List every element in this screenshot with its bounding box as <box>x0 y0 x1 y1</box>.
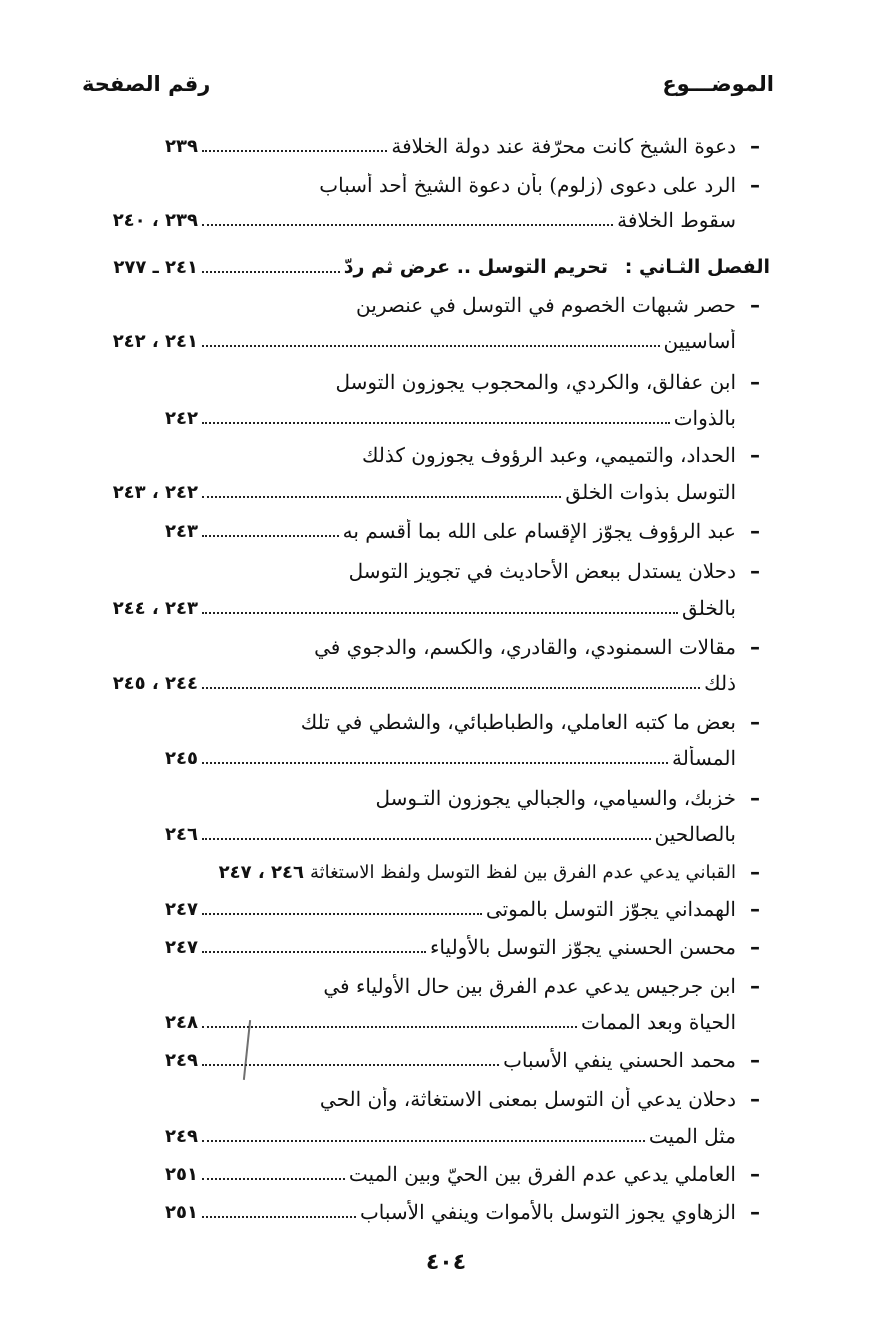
dot-leader <box>202 496 561 498</box>
entry-text: الحياة وبعد الممات <box>581 1010 736 1034</box>
toc-entry[interactable] <box>80 363 774 401</box>
chapter-heading-entry[interactable] <box>80 248 770 286</box>
dot-leader <box>202 687 700 689</box>
toc-entry[interactable] <box>80 853 774 891</box>
entry-page-number: ٢٤٣ <box>165 520 198 542</box>
bullet: – <box>750 173 760 197</box>
entry-text: محسن الحسني يجوّز التوسل بالأولياء <box>430 935 736 959</box>
bullet: – <box>750 710 760 734</box>
chapter-label: الفصل الثـاني : <box>624 256 770 278</box>
entry-page-number: ٢٤٩ <box>165 1049 198 1071</box>
toc-entry-continuation[interactable] <box>80 322 774 360</box>
entry-text: بعض ما كتبه العاملي، والطباطبائي، والشطي في تلك <box>300 710 736 734</box>
toc-entry[interactable] <box>80 552 774 590</box>
page-number-footer: ٤٠٤ <box>425 1250 467 1275</box>
dot-leader <box>202 1140 645 1142</box>
toc-entry[interactable] <box>80 1155 774 1193</box>
entry-text: الحداد، والتميمي، وعبد الرؤوف يجوزون كذلك <box>361 443 736 467</box>
bullet: – <box>750 860 760 884</box>
entry-page-number: ٢٤٢ ، ٢٤٣ <box>112 481 198 503</box>
dot-leader <box>202 1178 345 1180</box>
entry-text: مثل الميت <box>648 1124 736 1148</box>
entry-page-number: ٢٣٩ <box>165 135 198 157</box>
entry-text: العاملي يدعي عدم الفرق بين الحيّ وبين الميت <box>348 1162 736 1186</box>
entry-page-number: ٢٤٥ <box>165 747 198 769</box>
toc-entry[interactable] <box>80 512 774 550</box>
toc-entry[interactable] <box>80 928 774 966</box>
toc-entry[interactable] <box>80 1193 774 1231</box>
entry-text: محمد الحسني ينفي الأسباب <box>503 1048 736 1072</box>
entry-text: القباني يدعي عدم الفرق بين لفظ التوسل ولفظ الاستغاثة <box>309 861 736 883</box>
entry-text: بالذوات <box>673 406 736 430</box>
toc-entry-continuation[interactable] <box>80 664 774 702</box>
entry-text: المسألة <box>672 746 736 770</box>
chapter-title: تحريم التوسل .. عرض ثم ردّ <box>343 256 608 278</box>
bullet: – <box>750 1048 760 1072</box>
toc-entry-continuation[interactable] <box>80 589 774 627</box>
toc-entry-continuation[interactable] <box>80 399 774 437</box>
entry-text: خزبك، والسيامي، والجبالي يجوزون التـوسل <box>375 786 736 810</box>
entry-text: حصر شبهات الخصوم في التوسل في عنصرين <box>356 293 736 317</box>
entry-text: ابن عفالق، والكردي، والمحجوب يجوزون التوسل <box>335 370 736 394</box>
bullet: – <box>750 134 760 158</box>
entry-text: الهمداني يجوّز التوسل بالموتى <box>485 897 736 921</box>
dot-leader <box>202 535 339 537</box>
entry-page-number: ٢٤٤ ، ٢٤٥ <box>112 672 198 694</box>
entry-page-number: ٢٤٦ <box>165 823 198 845</box>
dot-leader <box>202 224 613 226</box>
entry-text: دحلان يدعي أن التوسل بمعنى الاستغاثة، وأن الحي <box>319 1087 736 1111</box>
entry-text: ذلك <box>704 671 736 695</box>
bullet: – <box>750 635 760 659</box>
entry-page-number: ٢٤٧ <box>165 936 198 958</box>
bullet: – <box>750 1200 760 1224</box>
dot-leader <box>202 913 482 915</box>
dot-leader <box>202 762 668 764</box>
topic-column-header: الموضـــوع <box>662 72 774 96</box>
toc-entry[interactable] <box>80 1080 774 1118</box>
entry-text: عبد الرؤوف يجوّز الإقسام على الله بما أقسم به <box>342 519 736 543</box>
entry-text: دعوة الشيخ كانت محرّفة عند دولة الخلافة <box>391 134 736 158</box>
bullet: – <box>750 443 760 467</box>
entry-page-number: ٢٤٩ <box>165 1125 198 1147</box>
bullet: – <box>750 897 760 921</box>
toc-entry[interactable] <box>80 703 774 741</box>
bullet: – <box>750 559 760 583</box>
entry-page-number: ٢٤١ ، ٢٤٢ <box>112 330 198 352</box>
dot-leader <box>202 838 651 840</box>
dot-leader <box>202 1216 356 1218</box>
toc-entry[interactable] <box>80 628 774 666</box>
dot-leader <box>202 1064 499 1066</box>
entry-page-number: ٢٥١ <box>165 1201 198 1223</box>
entry-text: بالخلق <box>682 596 736 620</box>
entry-text: دحلان يستدل ببعض الأحاديث في تجويز التوسل <box>348 559 736 583</box>
bullet: – <box>750 519 760 543</box>
dot-leader <box>202 612 678 614</box>
bullet: – <box>750 1162 760 1186</box>
bullet: – <box>750 786 760 810</box>
toc-entry[interactable] <box>80 967 774 1005</box>
toc-entry-continuation[interactable] <box>80 1117 774 1155</box>
toc-entry[interactable] <box>80 127 774 165</box>
toc-entry-continuation[interactable] <box>80 1003 774 1041</box>
toc-entry-continuation[interactable] <box>80 201 774 239</box>
dot-leader <box>202 422 670 424</box>
entry-page-number: ٢٣٩ ، ٢٤٠ <box>112 209 198 231</box>
toc-entry[interactable] <box>80 286 774 324</box>
entry-page-number: ٢٤٧ <box>165 898 198 920</box>
entry-page-number: ٢٤٦ ، ٢٤٧ <box>218 861 304 883</box>
dot-leader <box>202 951 426 953</box>
chapter-page-range: ٢٤١ ـ ٢٧٧ <box>113 256 198 278</box>
bullet: – <box>750 935 760 959</box>
toc-entry[interactable] <box>80 166 774 204</box>
entry-text: أساسيين <box>663 329 736 353</box>
toc-entry-continuation[interactable] <box>80 815 774 853</box>
page-number-column-header: رقم الصفحة <box>82 72 211 96</box>
entry-page-number: ٢٥١ <box>165 1163 198 1185</box>
entry-text: بالصالحين <box>654 822 736 846</box>
entry-text: الزهاوي يجوز التوسل بالأموات وينفي الأسباب <box>359 1200 736 1224</box>
dot-leader <box>202 150 387 152</box>
toc-entry[interactable] <box>80 779 774 817</box>
entry-text: ابن جرجيس يدعي عدم الفرق بين حال الأولياء في <box>323 974 736 998</box>
entry-text: سقوط الخلافة <box>617 208 736 232</box>
entry-page-number: ٢٤٨ <box>165 1011 198 1033</box>
toc-entry[interactable] <box>80 436 774 474</box>
dot-leader <box>202 271 340 273</box>
entry-text: التوسل بذوات الخلق <box>565 480 736 504</box>
toc-entry[interactable] <box>80 1041 774 1079</box>
entry-page-number: ٢٤٣ ، ٢٤٤ <box>112 597 198 619</box>
bullet: – <box>750 293 760 317</box>
bullet: – <box>750 370 760 394</box>
dot-leader <box>202 345 660 347</box>
toc-entry-continuation[interactable] <box>80 739 774 777</box>
dot-leader <box>202 1026 577 1028</box>
entry-page-number: ٢٤٢ <box>165 407 198 429</box>
entry-text: مقالات السمنودي، والقادري، والكسم، والدجوي في <box>314 635 736 659</box>
entry-text: الرد على دعوى (زلوم) بأن دعوة الشيخ أحد أسباب <box>319 173 736 197</box>
bullet: – <box>750 1087 760 1111</box>
bullet: – <box>750 974 760 998</box>
toc-entry-continuation[interactable] <box>80 473 774 511</box>
toc-entry[interactable] <box>80 890 774 928</box>
